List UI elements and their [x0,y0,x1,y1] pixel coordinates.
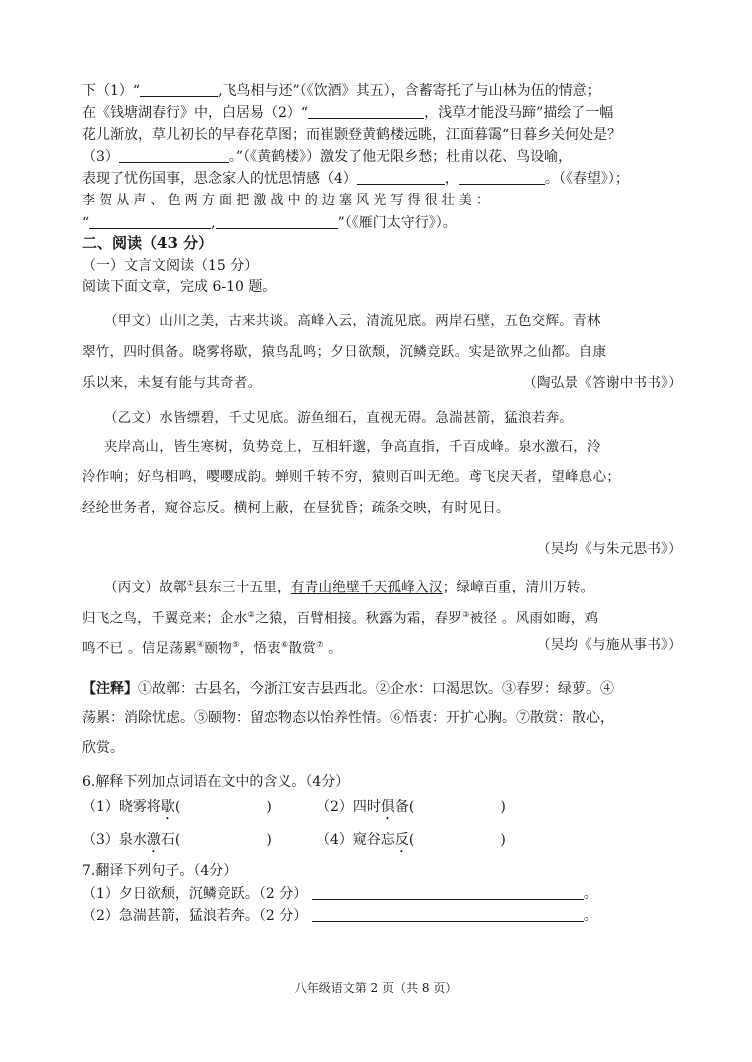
text: 下（1）“ [82,83,141,99]
q7-item-1 [82,883,682,905]
dotted-word: 歇 [160,799,175,815]
jia-line-1: （甲文）山川之美，古来共谈。高峰入云，清流见底。两岸石壁，五色交辉。青林 [104,313,601,329]
text: 。 [323,640,342,657]
section-instruction: 阅读下面文章，完成 6-10 题。 [82,279,277,295]
text: , [211,215,216,231]
yi-line-2: 夹岸高山，皆生寒树，负势竞上，互相轩邈，争高直指，千百成峰。泉水激石，泠 [104,439,601,455]
answer-blank[interactable] [459,170,545,185]
text: （3） [82,149,119,165]
text: ；绿嶂百重，清川万转。 [442,579,595,596]
text: 被径 。风雨如晦，鸡 [469,610,599,627]
text: ①故鄣：古县名，今浙江安吉县西北。②企水：口渴思饮。③春罗：绿萝。④ [138,681,614,697]
text: 散赏 [288,640,317,657]
section-title: 二、阅读（43 分） [82,234,214,252]
text: （3）泉水 [82,832,147,848]
text: ) [500,799,506,815]
bing-source: （吴均《与施从事书》） [536,637,682,653]
text: （2）四时 [316,799,381,815]
answer-blank[interactable] [140,82,218,97]
page-footer: 八年级语文第 2 页（共 8 页） [294,981,458,995]
text: “ [82,215,90,231]
poetry-line-3: 花儿渐放，草儿初长的早春花草图；而崔颢登黄鹤楼远眺，江面暮霭“日暮乡关何处是？ [82,127,622,143]
q6-item-3 [82,829,272,856]
text: ，浅草才能没马蹄”描绘了一幅 [424,105,614,121]
answer-blank[interactable] [357,170,445,185]
answer-blank[interactable] [119,148,229,163]
footnote-marker: ④ [197,640,205,649]
text: 。（《春望》）； [544,171,629,187]
dotted-word: 反 [394,832,409,848]
text: 石( [160,832,181,848]
q6-item-2 [316,796,506,823]
q7-item-2 [82,905,682,927]
footnote-marker: ③ [462,610,470,619]
answer-line[interactable] [312,907,584,922]
poetry-line-4 [82,146,682,168]
text: ,飞鸟相与还”（《饮酒》其五），含蓄寄托了与山林为伍的情意； [218,83,601,99]
text: （4）窥谷忘 [316,832,395,848]
text: 。”（《黄鹤楼》）激发了他无限乡愁；杜甫以花、鸟设喻， [228,149,573,165]
text: （丙文）故鄣 [104,579,187,596]
jia-line-2: 翠竹，四时俱备。晓雾将歇，猿鸟乱鸣；夕日欲颓，沉鳞竞跃。实是欲界之仙都。自康 [82,344,607,360]
q6-item-4 [316,829,506,856]
text: ) [500,832,506,848]
text: （1）夕日欲颓，沉鳞竞跃。（2 分） [82,886,308,902]
notes-line-2: 荡累：消除忧虑。⑤颐物：留恋物态以怡养性情。⑥悟衷：开扩心胸。⑦散赏：散心， [82,710,614,726]
poetry-line-2 [82,102,682,124]
underlined-sentence: 有青山绝壁千天孤峰入汉 [290,579,443,596]
text: 。 [583,886,598,902]
section-subtitle: （一）文言文阅读（15 分） [82,258,259,274]
text: 备( [394,799,415,815]
dotted-word: 俱 [380,799,395,815]
yi-line-3: 泠作响；好鸟相鸣，嘤嘤成韵。蝉则千转不穷，猿则百叫无绝。鸢飞戾天者，望峰息心； [82,469,621,485]
text: ， [444,171,459,187]
text: ( [408,832,415,848]
yi-line-1: （乙文）水皆缥碧，千丈见底。游鱼细石，直视无碍。急湍甚箭，猛浪若奔。 [104,410,574,426]
text: 颐物 [204,640,233,657]
answer-blank[interactable] [308,104,424,119]
footnote-marker: ② [247,610,256,619]
bing-line-1 [104,573,682,599]
text: （1）晓雾将 [82,799,161,815]
text: ) [266,799,272,815]
text: 鸣不已 。信足荡累 [82,640,197,657]
text: 在《钱塘湖春行》中，白居易（2）“ [82,105,309,121]
notes-line-1 [82,678,682,700]
text: 县东三十五里， [194,579,291,596]
jia-line-3: 乐以来，未复有能与其奇者。 [82,375,262,391]
answer-blank[interactable] [216,214,338,229]
footnote-marker: ⑥ [280,640,289,649]
footnote-marker: ⑦ [316,640,324,649]
text: 归飞之鸟，千翼竞来；企水 [82,610,248,627]
poetry-line-5 [82,168,682,190]
jia-source: （陶弘景《答谢中书书》） [523,375,682,391]
text: ”（《雁门太守行》）。 [337,215,457,231]
text: ，悟衷 [239,640,281,657]
poetry-line-7 [82,212,682,234]
answer-line[interactable] [312,885,584,900]
notes-line-3: 欣赏。 [82,740,124,756]
notes-label: 【注释】 [82,681,138,697]
yi-source: （吴均《与朱元思书》） [536,541,682,557]
text: （2）急湍甚箭，猛浪若奔。（2 分） [82,908,308,924]
answer-blank[interactable] [89,214,211,229]
text: 之猿，百臂相接。秋露为霜，春罗 [255,610,463,627]
poetry-line-1 [82,80,682,102]
text: 表现了忧伤国事，思念家人的忧思情感（4） [82,171,357,187]
footnote-marker: ⑤ [232,640,240,649]
text: 。 [583,908,598,924]
q6-stem: 6.解释下列加点词语在文中的含义。（4分） [82,774,350,790]
text: ( [174,799,181,815]
text: ) [266,832,272,848]
q7-stem: 7.翻译下列句子。（4分） [82,863,238,879]
yi-line-4: 经纶世务者，窥谷忘反。横柯上蔽，在昼犹昏；疏条交映，有时见日。 [82,500,510,516]
bing-line-2 [82,604,682,630]
dotted-word: 激 [146,832,161,848]
poetry-line-6: 李 贺 从 声 、 色 两 方 面 把 激 战 中 的 边 塞 风 光 写 得 很 壮 美 ： [82,193,490,208]
q6-item-1 [82,796,272,823]
footnote-marker: ① [186,579,195,588]
